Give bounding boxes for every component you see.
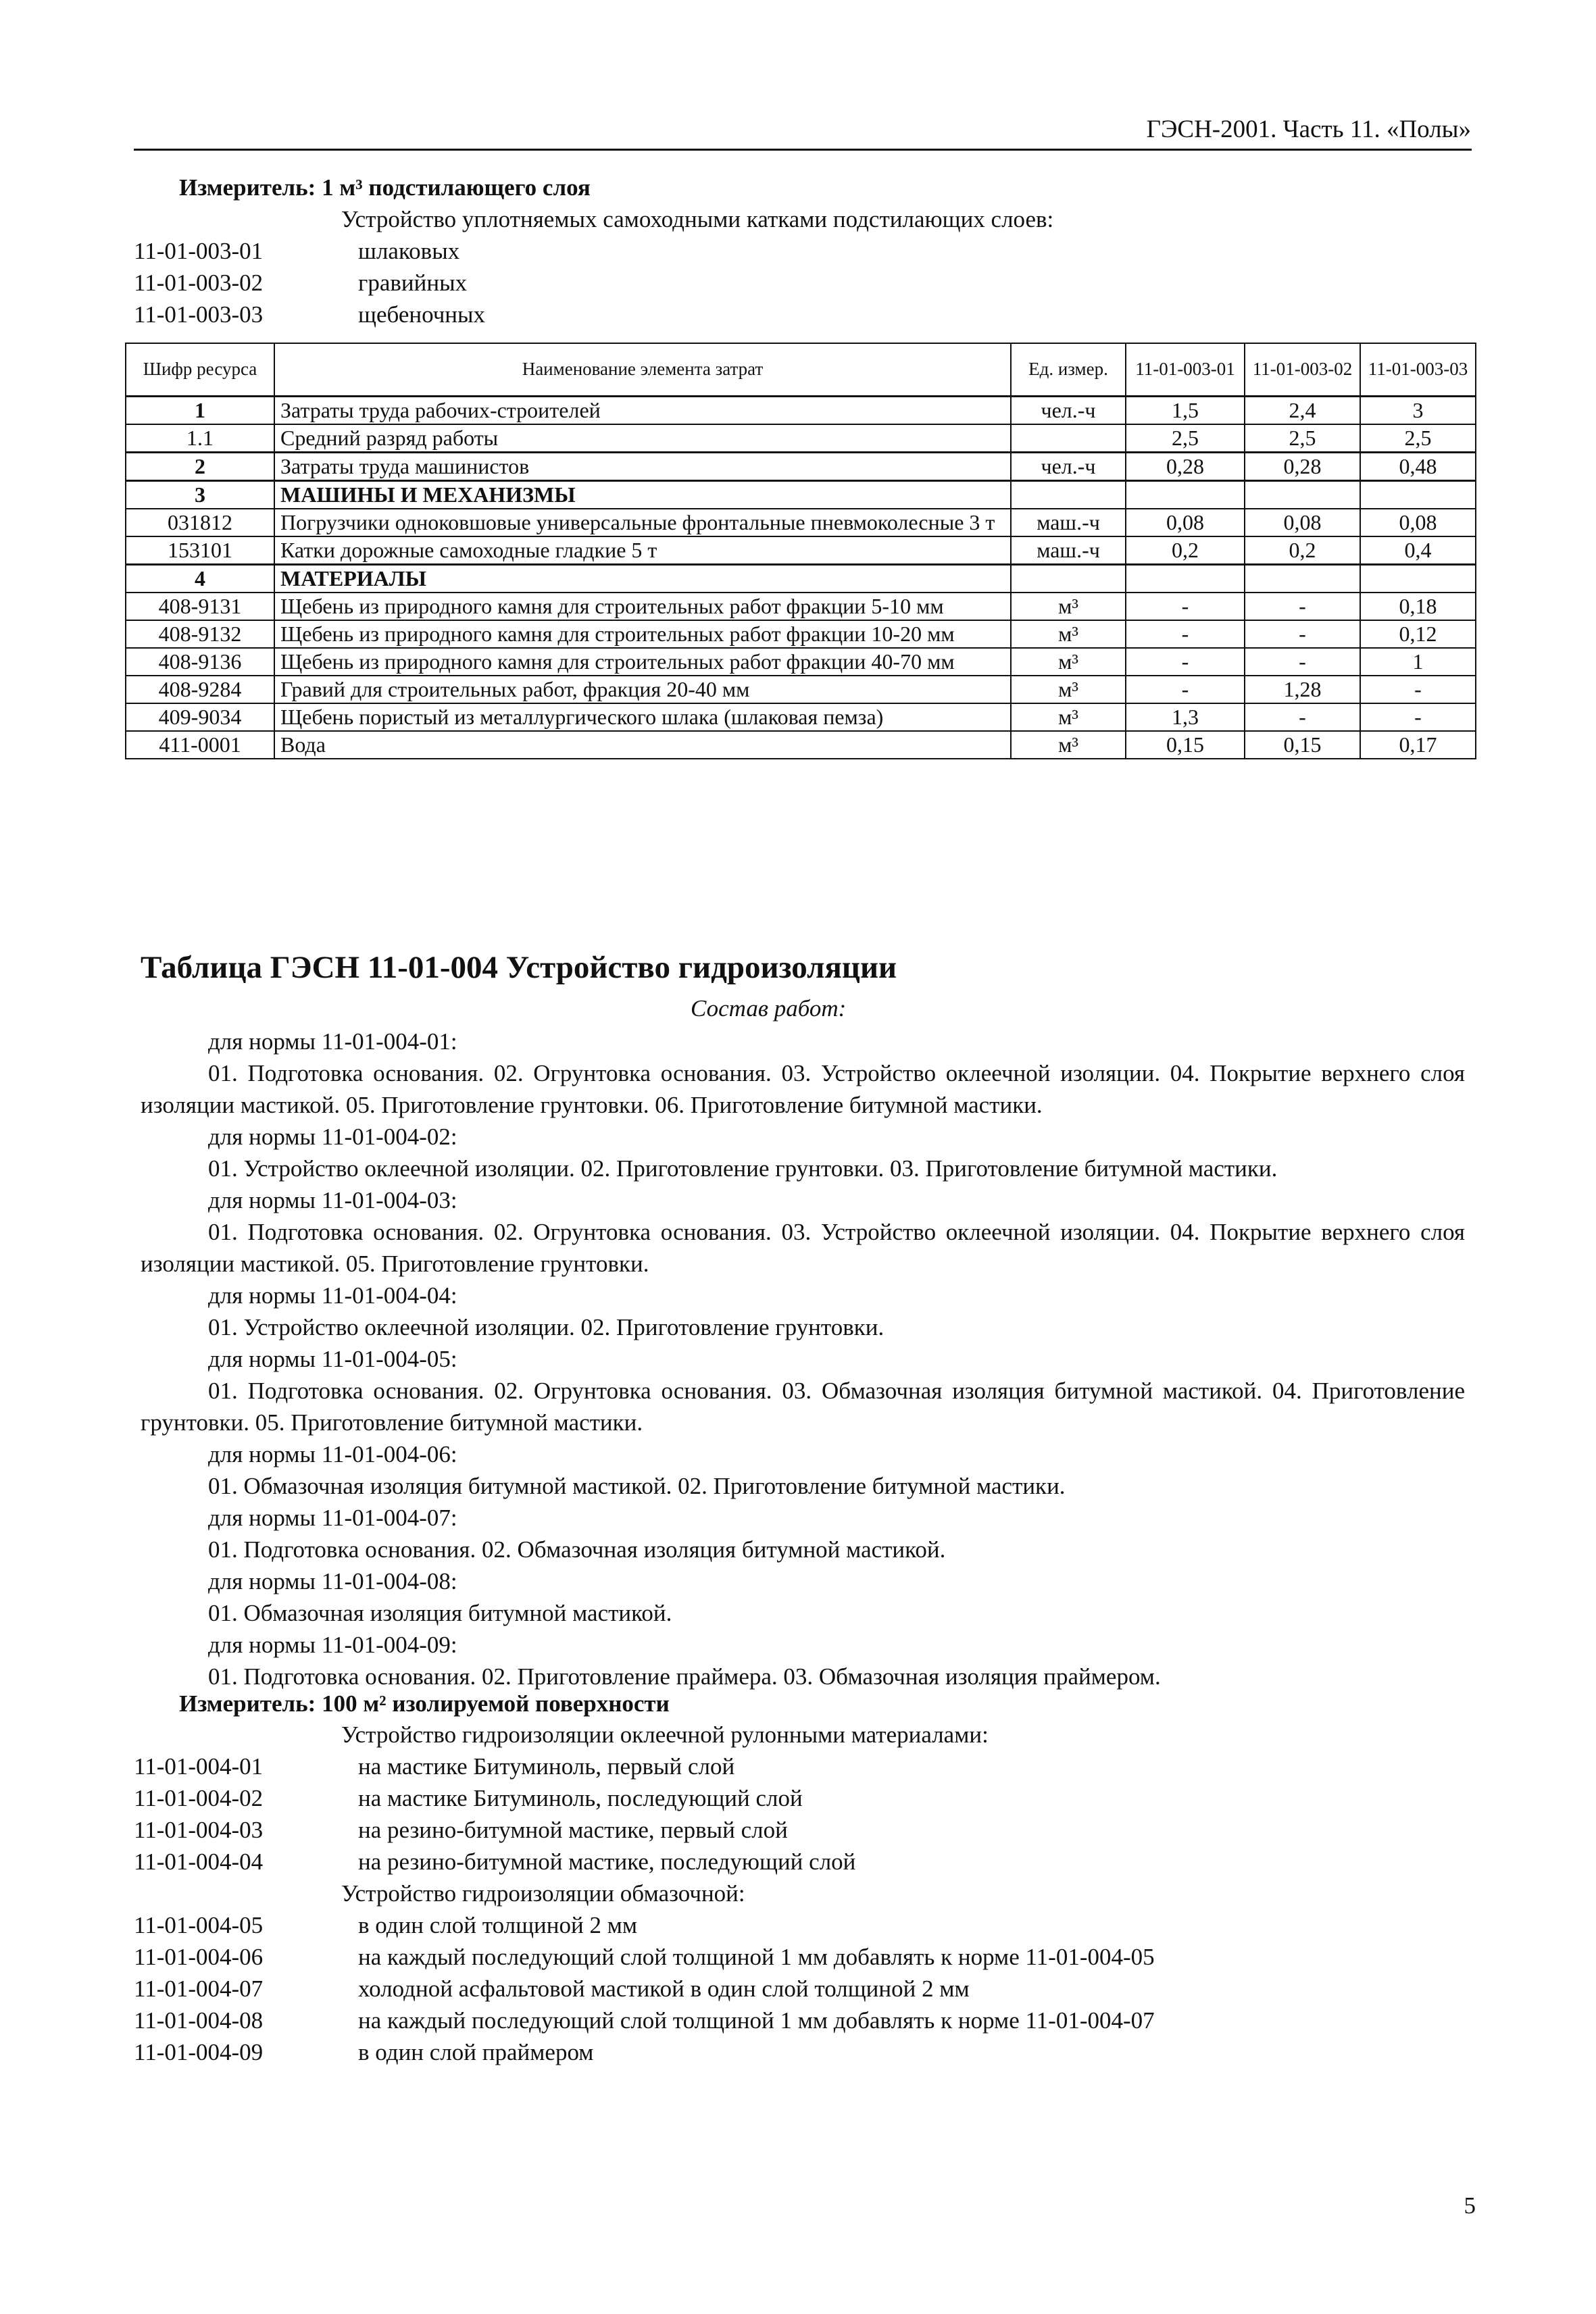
cell-v2: - [1245,703,1360,731]
list-intro: Устройство уплотняемых самоходными катками подстилающих слоев: [341,206,1054,232]
norm-label: для нормы 11-01-004-04: [208,1282,457,1309]
cell-name: МАШИНЫ И МЕХАНИЗМЫ [274,480,1011,509]
cell-code: 408-9136 [126,648,274,676]
list-item-text: шлаковых [358,238,460,264]
cell-code: 409-9034 [126,703,274,731]
cell-v1: 0,2 [1126,536,1245,565]
table-row [126,648,1476,676]
cell-code: 408-9284 [126,676,274,703]
header-unit: Ед. измер. [1011,343,1126,396]
cell-v1: - [1126,648,1245,676]
cell-code: 411-0001 [126,731,274,759]
norm-label: для нормы 11-01-004-08: [208,1568,457,1594]
list-item-text: на резино-битумной мастике, первый слой [358,1817,788,1843]
list-item-code: 11-01-004-04 [134,1848,264,1875]
cell-v3: - [1360,703,1476,731]
header-rule [134,149,1472,151]
norm-text: 01. Подготовка основания. 02. Огрунтовка основания. 03. Обмазочная изоляция битумной мастикой. 04. Приготовление грунтовки. 05. Приготовление битумной мастики. [141,1378,1465,1436]
table-row [126,676,1476,703]
cell-unit: м³ [1011,593,1126,620]
norms-block [141,1026,1465,1692]
table-header-row [126,343,1476,396]
list-item-text: на каждый последующий слой толщиной 1 мм добавлять к норме 11-01-004-07 [358,2007,1155,2034]
norm-text: 01. Подготовка основания. 02. Приготовление праймера. 03. Обмазочная изоляция праймером. [208,1663,1161,1690]
table-row [126,480,1476,509]
cell-name: Погрузчики одноковшовые универсальные фронтальные пневмоколесные 3 т [274,509,1011,536]
list-item-code: 11-01-004-06 [134,1944,264,1970]
cell-v1 [1126,480,1245,509]
table-row [126,452,1476,480]
cell-name: Щебень из природного камня для строительных работ фракции 10-20 мм [274,620,1011,648]
cell-name: Гравий для строительных работ, фракция 20-40 мм [274,676,1011,703]
header-col1: 11-01-003-01 [1126,343,1245,396]
cell-unit: чел.-ч [1011,452,1126,480]
list-item-code: 11-01-004-05 [134,1912,264,1938]
list-item-code: 11-01-003-03 [134,301,264,328]
cell-unit: м³ [1011,620,1126,648]
cell-v1 [1126,564,1245,593]
norm-text: 01. Подготовка основания. 02. Обмазочная изоляция битумной мастикой. [208,1536,946,1563]
cell-v3: 3 [1360,396,1476,424]
cell-unit [1011,480,1126,509]
list-item-text: на мастике Битуминоль, последующий слой [358,1785,803,1811]
running-header: ГЭСН-2001. Часть 11. «Полы» [1146,116,1471,143]
cell-v3: 0,08 [1360,509,1476,536]
norm-text: 01. Подготовка основания. 02. Огрунтовка основания. 03. Устройство оклеечной изоляции. 04. Покрытие верхнего слоя изоляции мастикой. 05. Приготовление грунтовки. 06. Приготовление битумной мастики. [141,1060,1465,1118]
cell-v1: 2,5 [1126,424,1245,453]
list-item-code: 11-01-004-01 [134,1753,264,1780]
table-row [126,620,1476,648]
section-subtitle: Состав работ: [691,995,847,1022]
cell-unit: м³ [1011,703,1126,731]
cell-code: 153101 [126,536,274,565]
section-title: Таблица ГЭСН 11-01-004 Устройство гидроизоляции [141,950,897,985]
group2-intro: Устройство гидроизоляции обмазочной: [341,1880,745,1907]
cell-v2: - [1245,620,1360,648]
cell-code: 031812 [126,509,274,536]
norm-label: для нормы 11-01-004-05: [208,1346,457,1372]
table-row [126,564,1476,593]
cell-name: МАТЕРИАЛЫ [274,564,1011,593]
cell-v2: - [1245,593,1360,620]
cell-unit [1011,424,1126,453]
cell-code: 408-9131 [126,593,274,620]
list-item-text: холодной асфальтовой мастикой в один слой толщиной 2 мм [358,1976,970,2002]
cell-v1: 1,3 [1126,703,1245,731]
header-col3: 11-01-003-03 [1360,343,1476,396]
table-row [126,396,1476,424]
meter-label: Измеритель: 1 м³ подстилающего слоя [179,174,591,201]
norm-text: 01. Подготовка основания. 02. Огрунтовка основания. 03. Устройство оклеечной изоляции. 04. Покрытие верхнего слоя изоляции мастикой. 05. Приготовление грунтовки. [141,1219,1465,1277]
norm-label: для нормы 11-01-004-03: [208,1187,457,1213]
meter-label-2: Измеритель: 100 м² изолируемой поверхности [179,1690,670,1717]
cell-v1: 0,28 [1126,452,1245,480]
cell-name: Затраты труда рабочих-строителей [274,396,1011,424]
header-col2: 11-01-003-02 [1245,343,1360,396]
cell-name: Вода [274,731,1011,759]
resource-table [125,343,1476,759]
cell-code: 1.1 [126,424,274,453]
cell-unit: маш.-ч [1011,509,1126,536]
cell-name: Катки дорожные самоходные гладкие 5 т [274,536,1011,565]
list-item-text: на резино-битумной мастике, последующий слой [358,1848,856,1875]
cell-v2 [1245,564,1360,593]
cell-v1: 1,5 [1126,396,1245,424]
cell-v3: 0,18 [1360,593,1476,620]
cell-v3 [1360,564,1476,593]
list-item-text: на каждый последующий слой толщиной 1 мм добавлять к норме 11-01-004-05 [358,1944,1155,1970]
table-row [126,536,1476,565]
norm-label: для нормы 11-01-004-01: [208,1028,457,1055]
norm-text: 01. Устройство оклеечной изоляции. 02. Приготовление грунтовки. [208,1314,884,1340]
cell-v2: 2,5 [1245,424,1360,453]
cell-code: 3 [126,480,274,509]
cell-v2: 0,2 [1245,536,1360,565]
list-item-text: щебеночных [358,301,486,328]
cell-v3: 0,4 [1360,536,1476,565]
table-row [126,424,1476,453]
list-item-code: 11-01-004-08 [134,2007,264,2034]
cell-code: 2 [126,452,274,480]
list-item-code: 11-01-003-01 [134,238,264,264]
cell-name: Затраты труда машинистов [274,452,1011,480]
cell-unit: м³ [1011,676,1126,703]
list-item-text: на мастике Битуминоль, первый слой [358,1753,735,1780]
cell-v2: 0,08 [1245,509,1360,536]
norm-label: для нормы 11-01-004-07: [208,1505,457,1531]
norm-label: для нормы 11-01-004-06: [208,1441,457,1467]
cell-unit: м³ [1011,731,1126,759]
list-item-text: в один слой толщиной 2 мм [358,1912,638,1938]
header-name: Наименование элемента затрат [274,343,1011,396]
cell-v1: - [1126,620,1245,648]
header-code: Шифр ресурса [126,343,274,396]
cell-v3: 1 [1360,648,1476,676]
cell-v3 [1360,480,1476,509]
page-number: 5 [1464,2192,1476,2219]
cell-v2: 1,28 [1245,676,1360,703]
group1-intro: Устройство гидроизоляции оклеечной рулонными материалами: [341,1721,989,1748]
list-item-code: 11-01-004-02 [134,1785,264,1811]
cell-name: Щебень из природного камня для строительных работ фракции 5-10 мм [274,593,1011,620]
cell-v2: - [1245,648,1360,676]
cell-v1: 0,08 [1126,509,1245,536]
cell-v3: 0,17 [1360,731,1476,759]
cell-v3: 0,48 [1360,452,1476,480]
cell-v1: - [1126,593,1245,620]
norm-label: для нормы 11-01-004-09: [208,1632,457,1658]
table-row [126,509,1476,536]
cell-v2: 0,28 [1245,452,1360,480]
cell-name: Щебень пористый из металлургического шлака (шлаковая пемза) [274,703,1011,731]
cell-v1: - [1126,676,1245,703]
cell-v3: 0,12 [1360,620,1476,648]
cell-v2: 0,15 [1245,731,1360,759]
cell-unit [1011,564,1126,593]
cell-v1: 0,15 [1126,731,1245,759]
cell-v3: - [1360,676,1476,703]
cell-code: 408-9132 [126,620,274,648]
table-row [126,593,1476,620]
table-row [126,731,1476,759]
list-item-code: 11-01-004-09 [134,2039,264,2065]
cell-v2: 2,4 [1245,396,1360,424]
list-item-text: в один слой праймером [358,2039,594,2065]
norm-text: 01. Обмазочная изоляция битумной мастикой. 02. Приготовление битумной мастики. [208,1473,1066,1499]
list-item-code: 11-01-004-03 [134,1817,264,1843]
norm-label: для нормы 11-01-004-02: [208,1124,457,1150]
cell-code: 4 [126,564,274,593]
list-item-text: гравийных [358,270,468,296]
table-row [126,703,1476,731]
cell-unit: м³ [1011,648,1126,676]
cell-v2 [1245,480,1360,509]
cell-name: Средний разряд работы [274,424,1011,453]
norm-text: 01. Устройство оклеечной изоляции. 02. Приготовление грунтовки. 03. Приготовление битумной мастики. [208,1155,1278,1182]
cell-v3: 2,5 [1360,424,1476,453]
cell-unit: чел.-ч [1011,396,1126,424]
list-item-code: 11-01-004-07 [134,1976,264,2002]
cell-name: Щебень из природного камня для строительных работ фракции 40-70 мм [274,648,1011,676]
cell-code: 1 [126,396,274,424]
list-item-code: 11-01-003-02 [134,270,264,296]
cell-unit: маш.-ч [1011,536,1126,565]
norm-text: 01. Обмазочная изоляция битумной мастикой. [208,1600,672,1626]
